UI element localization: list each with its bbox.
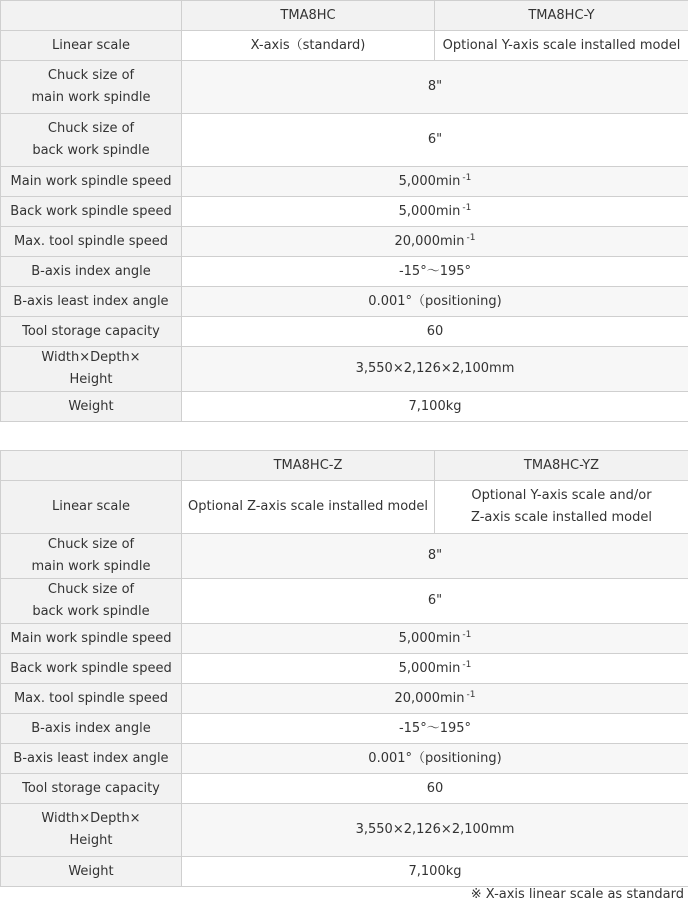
value-main-speed-sup: -1 (462, 172, 472, 183)
value-chuck-back: 6" (182, 114, 688, 167)
label-dimensions-line1: Width×Depth× (41, 350, 141, 365)
row-chuck-main (1, 534, 688, 579)
value-b-index: -15°～195° (182, 714, 688, 744)
value-back-speed-text: 5,000min (398, 660, 461, 676)
row-back-speed (1, 197, 688, 227)
label-chuck-main-line2: main work spindle (31, 90, 151, 105)
label-chuck-back-line1: Chuck size of (47, 582, 135, 597)
row-linear-scale (1, 31, 688, 61)
label-dimensions-line1: Width×Depth× (41, 811, 141, 826)
label-chuck-back-line2: back work spindle (32, 604, 150, 619)
label-tool-speed: Max. tool spindle speed (1, 684, 182, 714)
value-tool-speed (182, 227, 688, 257)
row-b-least (1, 744, 688, 774)
label-chuck-back (1, 114, 182, 167)
label-main-speed: Main work spindle speed (1, 624, 182, 654)
row-tool-speed (1, 684, 688, 714)
value-tool-speed-text: 20,000min (394, 233, 465, 249)
label-main-speed: Main work spindle speed (1, 167, 182, 197)
spec-table-2 (0, 450, 688, 887)
row-back-speed (1, 654, 688, 684)
model-header-tma8hc-z: TMA8HC-Z (182, 451, 435, 481)
value-linear-scale-tma8hc-z: Optional Z-axis scale installed model (182, 481, 435, 534)
label-chuck-back-line2: back work spindle (32, 143, 150, 158)
header-row (1, 1, 688, 31)
label-b-index: B-axis index angle (1, 714, 182, 744)
row-b-least (1, 287, 688, 317)
label-dimensions (1, 347, 182, 392)
label-chuck-main (1, 61, 182, 114)
value-main-speed-text: 5,000min (398, 173, 461, 189)
row-weight (1, 857, 688, 887)
label-chuck-main (1, 534, 182, 579)
row-b-index (1, 714, 688, 744)
label-back-speed: Back work spindle speed (1, 654, 182, 684)
label-b-index: B-axis index angle (1, 257, 182, 287)
value-linear-scale-tma8hc: X-axis（standard) (182, 31, 435, 61)
label-b-least: B-axis least index angle (1, 287, 182, 317)
value-main-speed (182, 624, 688, 654)
value-b-index: -15°～195° (182, 257, 688, 287)
value-dimensions: 3,550×2,126×2,100mm (182, 347, 688, 392)
label-chuck-main-line1: Chuck size of (47, 68, 135, 83)
value-back-speed-sup: -1 (462, 659, 472, 670)
value-b-least: 0.001°（positioning) (182, 744, 688, 774)
footnote: ※ X-axis linear scale as standard (470, 887, 684, 902)
corner-cell (1, 451, 182, 481)
header-row (1, 451, 688, 481)
label-chuck-back-line1: Chuck size of (47, 121, 135, 136)
label-tool-speed: Max. tool spindle speed (1, 227, 182, 257)
label-tool-storage: Tool storage capacity (1, 317, 182, 347)
label-linear-scale: Linear scale (1, 31, 182, 61)
value-linear-scale-tma8hc-yz (435, 481, 688, 534)
value-tool-storage: 60 (182, 774, 688, 804)
row-tool-storage (1, 774, 688, 804)
row-dimensions (1, 347, 688, 392)
value-dimensions: 3,550×2,126×2,100mm (182, 804, 688, 857)
row-chuck-back (1, 114, 688, 167)
model-header-tma8hc: TMA8HC (182, 1, 435, 31)
label-weight: Weight (1, 857, 182, 887)
value-linear-scale-yz-line2: Z-axis scale installed model (471, 510, 652, 525)
value-linear-scale-tma8hc-y: Optional Y-axis scale installed model (435, 31, 688, 61)
value-main-speed-text: 5,000min (398, 630, 461, 646)
row-main-speed (1, 167, 688, 197)
value-back-speed-text: 5,000min (398, 203, 461, 219)
label-b-least: B-axis least index angle (1, 744, 182, 774)
value-tool-speed-text: 20,000min (394, 690, 465, 706)
label-chuck-back (1, 579, 182, 624)
row-linear-scale (1, 481, 688, 534)
row-b-index (1, 257, 688, 287)
value-weight: 7,100kg (182, 857, 688, 887)
value-tool-speed-sup: -1 (466, 232, 476, 243)
label-dimensions-line2: Height (69, 833, 113, 848)
row-weight (1, 392, 688, 422)
value-back-speed (182, 654, 688, 684)
label-tool-storage: Tool storage capacity (1, 774, 182, 804)
label-linear-scale: Linear scale (1, 481, 182, 534)
value-b-least: 0.001°（positioning) (182, 287, 688, 317)
label-dimensions-line2: Height (69, 372, 113, 387)
value-weight: 7,100kg (182, 392, 688, 422)
value-chuck-back: 6" (182, 579, 688, 624)
row-chuck-back (1, 579, 688, 624)
value-linear-scale-yz-line1: Optional Y-axis scale and/or (471, 488, 652, 503)
label-back-speed: Back work spindle speed (1, 197, 182, 227)
model-header-tma8hc-yz: TMA8HC-YZ (435, 451, 688, 481)
value-tool-speed-sup: -1 (466, 689, 476, 700)
value-main-speed-sup: -1 (462, 629, 472, 640)
model-header-tma8hc-y: TMA8HC-Y (435, 1, 688, 31)
value-back-speed-sup: -1 (462, 202, 472, 213)
value-main-speed (182, 167, 688, 197)
label-chuck-main-line1: Chuck size of (47, 537, 135, 552)
label-dimensions (1, 804, 182, 857)
value-tool-storage: 60 (182, 317, 688, 347)
corner-cell (1, 1, 182, 31)
row-dimensions (1, 804, 688, 857)
value-back-speed (182, 197, 688, 227)
label-weight: Weight (1, 392, 182, 422)
value-tool-speed (182, 684, 688, 714)
value-chuck-main: 8" (182, 534, 688, 579)
row-tool-speed (1, 227, 688, 257)
row-main-speed (1, 624, 688, 654)
label-chuck-main-line2: main work spindle (31, 559, 151, 574)
spec-table-1 (0, 0, 688, 422)
row-tool-storage (1, 317, 688, 347)
row-chuck-main (1, 61, 688, 114)
value-chuck-main: 8" (182, 61, 688, 114)
